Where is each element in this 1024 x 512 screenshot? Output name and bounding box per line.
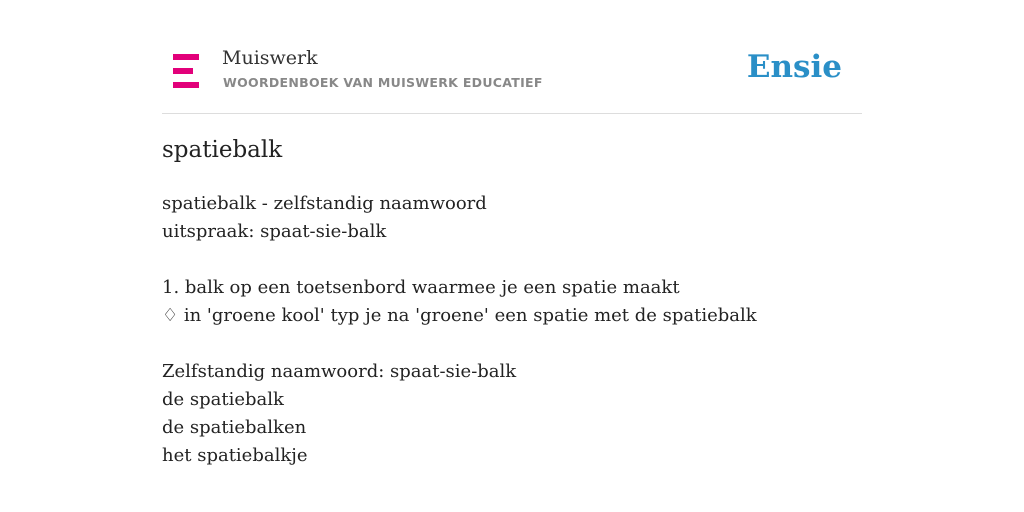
definition-blank-line (162, 246, 757, 274)
entry-definition (162, 190, 757, 470)
brand-name[interactable]: Muiswerk (222, 47, 318, 69)
entry-title: spatiebalk (162, 137, 283, 163)
definition-line-example: ♢ in 'groene kool' typ je na 'groene' een spatie met de spatiebalk (162, 305, 757, 326)
brand-subtitle: WOORDENBOEK VAN MUISWERK EDUCATIEF (223, 75, 543, 90)
muiswerk-logo-icon[interactable] (173, 54, 199, 88)
definition-line-noun: Zelfstandig naamwoord: spaat-sie-balk (162, 361, 517, 382)
definition-line-singular: de spatiebalk (162, 389, 284, 410)
definition-line-plural: de spatiebalken (162, 417, 307, 438)
definition-line-meaning: 1. balk op een toetsenbord waarmee je een spatie maakt (162, 277, 680, 298)
definition-blank-line (162, 330, 757, 358)
definition-line-pronunciation: uitspraak: spaat-sie-balk (162, 221, 387, 242)
definition-line-diminutive: het spatiebalkje (162, 445, 308, 466)
definition-line-word-class: spatiebalk - zelfstandig naamwoord (162, 193, 487, 214)
site-header (162, 38, 862, 114)
ensie-logo-link[interactable]: Ensie (746, 49, 842, 85)
